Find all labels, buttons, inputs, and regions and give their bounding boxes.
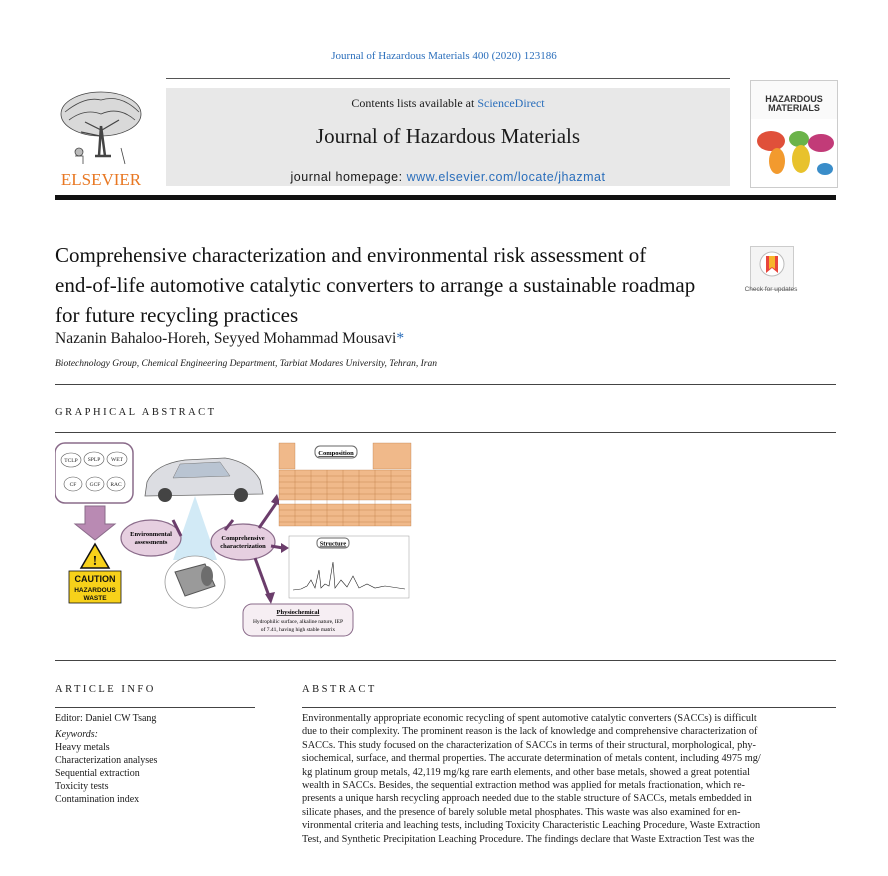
- editor: Editor: Daniel CW Tsang: [55, 713, 157, 724]
- paper-title-line-2: end-of-life automotive catalytic converters to arrange a sustainable roadmap: [55, 273, 696, 297]
- abstract-line: presents a unique harsh recycling approach needed due to the stable structure of SACCs, metals embedded in: [302, 793, 752, 805]
- abstract-line: siochemical, surface, and thermal properties. The accurate determination of metals content, including 4975 mg/: [302, 753, 761, 765]
- physiochemical-line-2: of 7.41, having high stable matrix: [260, 627, 336, 633]
- corresponding-author-mark[interactable]: *: [396, 330, 405, 347]
- physiochemical-title: Physiochemical: [276, 609, 320, 616]
- cover-title: [751, 95, 837, 113]
- graphical-abstract-heading: GRAPHICAL ABSTRACT: [55, 407, 217, 418]
- cover-title-line-1: HAZARDOUS: [765, 94, 823, 104]
- elsevier-wordmark: ELSEVIER: [60, 170, 142, 189]
- keyword-item: Heavy metals: [55, 742, 110, 753]
- abstract-rule: [302, 707, 836, 708]
- homepage-link[interactable]: www.elsevier.com/locate/jhazmat: [406, 170, 606, 184]
- comp-label-2: characterization: [220, 543, 266, 550]
- divider-3: [55, 660, 836, 661]
- catalytic-converter-illustration: [165, 556, 225, 608]
- abstract-heading: ABSTRACT: [302, 684, 377, 695]
- graphical-abstract-figure[interactable]: [55, 440, 415, 640]
- structure-xrd-plot: [289, 536, 409, 598]
- comp-label-1: Comprehensive: [221, 535, 265, 542]
- down-arrow-icon: [75, 506, 115, 540]
- check-for-updates-label: Check for updates: [744, 286, 798, 293]
- sciencedirect-link[interactable]: ScienceDirect: [477, 96, 545, 110]
- keywords-label: Keywords:: [55, 729, 98, 740]
- caution-label: CAUTION: [74, 574, 116, 584]
- cover-world-map-icon: [751, 119, 837, 187]
- test-tclp: TCLP: [64, 458, 78, 464]
- composition-label: Composition: [318, 450, 354, 457]
- homepage-line: [166, 170, 730, 184]
- affiliation: Biotechnology Group, Chemical Engineering Department, Tarbiat Modares University, Tehran, Iran: [55, 359, 437, 369]
- contents-prefix: Contents lists available at: [351, 96, 478, 110]
- composition-table: [279, 443, 411, 529]
- test-gcf: GCF: [89, 482, 101, 488]
- hazardous-label: HAZARDOUS: [74, 587, 116, 594]
- check-for-updates-button[interactable]: [750, 246, 794, 290]
- check-updates-icon: [751, 247, 793, 287]
- environmental-assessments-node: [121, 520, 181, 556]
- svg-text:!: !: [92, 554, 98, 569]
- homepage-prefix: journal homepage:: [290, 170, 407, 184]
- journal-name: Journal of Hazardous Materials: [315, 124, 581, 148]
- env-label-2: assessments: [134, 539, 168, 546]
- car-illustration: [145, 458, 263, 502]
- abstract-line: kg platinum group metals, 42,119 mg/kg rare earth elements, and other base metals, showed a great potential: [302, 766, 750, 778]
- abstract-line: due to their complexity. The prominent reason is the lack of knowledge and comprehensive characterization of: [302, 726, 758, 738]
- abstract-line: vironmental criteria and leaching tests, including Toxicity Characteristic Leaching Procedure, Waste Extraction: [302, 820, 761, 832]
- abstract-line: SACCs. This study focused on the characterization of SACCs in terms of their structural, morphological, phy-: [302, 739, 756, 751]
- physiochemical-line-1: Hydrophilic surface, alkaline nature, IEP: [252, 619, 344, 625]
- paper-title: [55, 240, 745, 330]
- divider-1: [55, 384, 836, 385]
- header-thick-rule: [55, 195, 836, 200]
- cover-title-line-2: MATERIALS: [768, 103, 820, 113]
- abstract-line: silicate phases, and the presence of barely soluble metal phosphates. This waste was also examined for en-: [302, 806, 741, 818]
- journal-citation[interactable]: Journal of Hazardous Materials 400 (2020) 123186: [331, 50, 557, 62]
- divider-2: [55, 432, 836, 433]
- header-top-rule: [166, 78, 730, 79]
- test-splp: SPLP: [87, 457, 101, 463]
- highlight-cone: [173, 496, 217, 560]
- comprehensive-characterization-node: [211, 524, 275, 560]
- structure-label: Structure: [319, 540, 347, 548]
- article-info: [55, 712, 255, 806]
- abstract-line: wealth in SACCs. Besides, the sequential extraction method was applied for metals fractionation, which re-: [302, 780, 745, 792]
- paper-title-line-3: for future recycling practices: [55, 303, 299, 327]
- journal-cover-thumbnail[interactable]: [750, 80, 838, 188]
- journal-header: [166, 88, 730, 186]
- test-rac: RAC: [110, 482, 122, 488]
- test-cf: CF: [69, 482, 77, 488]
- keyword-item: Characterization analyses: [55, 755, 158, 766]
- author-list: [55, 330, 404, 348]
- abstract-line: Test, and Synthetic Precipitation Leaching Procedure. The findings declare that Waste Extraction Test was the: [302, 833, 755, 845]
- article-info-rule: [55, 707, 255, 708]
- author-names: Nazanin Bahaloo-Horeh, Seyyed Mohammad Mousavi: [55, 330, 397, 347]
- keyword-item: Sequential extraction: [55, 768, 140, 779]
- contents-line: [166, 96, 730, 111]
- env-label-1: Environmental: [130, 531, 172, 538]
- test-wet: WET: [111, 457, 123, 463]
- keyword-item: Toxicity tests: [55, 781, 109, 792]
- keyword-item: Contamination index: [55, 794, 140, 805]
- article-info-heading: ARTICLE INFO: [55, 684, 156, 695]
- paper-title-line-1: Comprehensive characterization and environmental risk assessment of: [55, 243, 647, 267]
- abstract-body: [302, 712, 836, 846]
- waste-label: WASTE: [83, 595, 107, 602]
- abstract-line: Environmentally appropriate economic recycling of spent automotive catalytic converters (SACCs) is difficult: [302, 713, 757, 724]
